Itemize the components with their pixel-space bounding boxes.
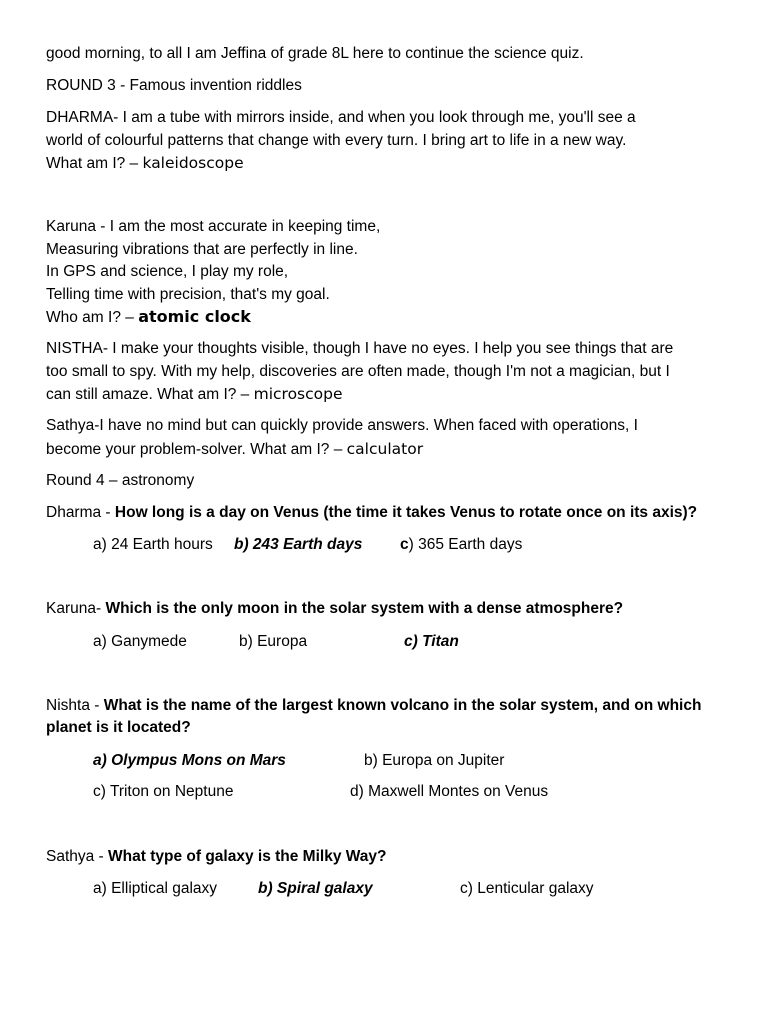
q3-option-d: d) Maxwell Montes on Venus [350, 783, 549, 800]
nistha-question-prefix: can still amaze. What am I? – [46, 386, 254, 403]
q4-line [46, 846, 387, 868]
q1-line [46, 502, 697, 524]
q1-option-c-text: ) 365 Earth days [408, 536, 523, 553]
karuna-riddle-line1: Karuna - I am the most accurate in keeping time, [46, 218, 381, 235]
sathya-answer: calculator [346, 440, 424, 458]
nistha-riddle-line3 [46, 383, 343, 406]
karuna-riddle-line3: In GPS and science, I play my role, [46, 263, 289, 280]
q1-option-c [400, 534, 522, 556]
q3-option-a: a) Olympus Mons on Mars [93, 752, 286, 769]
karuna-riddle-line5 [46, 306, 251, 329]
round4-heading: Round 4 – astronomy [46, 472, 195, 489]
nistha-answer: microscope [253, 385, 343, 403]
q2-option-a: a) Ganymede [93, 633, 187, 650]
q2-question: Which is the only moon in the solar system with a dense atmosphere? [105, 600, 624, 617]
q2-line [46, 598, 623, 620]
q4-option-a: a) Elliptical galaxy [93, 880, 218, 897]
sathya-question-prefix: become your problem-solver. What am I? – [46, 441, 347, 458]
q1-option-a: a) 24 Earth hours [93, 536, 213, 553]
q4-option-c: c) Lenticular galaxy [460, 880, 594, 897]
q3-option-c: c) Triton on Neptune [93, 783, 234, 800]
q4-option-b: b) Spiral galaxy [258, 880, 373, 897]
q2-option-c: c) Titan [404, 633, 459, 650]
round3-heading: ROUND 3 - Famous invention riddles [46, 77, 302, 94]
karuna-riddle-line4: Telling time with precision, that's my goal. [46, 286, 330, 303]
q1-question: How long is a day on Venus (the time it takes Venus to rotate once on its axis)? [114, 504, 698, 521]
dharma-riddle-line3 [46, 152, 244, 175]
q1-option-b: b) 243 Earth days [234, 536, 363, 553]
q2-option-b: b) Europa [239, 633, 308, 650]
sathya-riddle-line1: Sathya-I have no mind but can quickly provide answers. When faced with operations, I [46, 417, 638, 434]
intro-text: good morning, to all I am Jeffina of grade 8L here to continue the science quiz. [46, 45, 584, 62]
dharma-question-prefix: What am I? – [46, 155, 143, 172]
karuna-answer: atomic clock [138, 307, 251, 326]
q3-question-part2: planet is it located? [46, 719, 191, 736]
nistha-riddle-line2: too small to spy. With my help, discoveries are often made, though I'm not a magician, but I [46, 363, 670, 380]
q1-option-c-letter: c [400, 536, 409, 553]
dharma-answer: kaleidoscope [142, 154, 244, 172]
karuna-riddle-line2: Measuring vibrations that are perfectly in line. [46, 241, 358, 258]
q1-speaker: Dharma - [46, 504, 115, 521]
q4-question: What type of galaxy is the Milky Way? [108, 848, 387, 865]
q3-speaker: Nishta - [46, 697, 104, 714]
dharma-riddle-line2: world of colourful patterns that change with every turn. I bring art to life in a new way. [46, 132, 627, 149]
q3-line1 [46, 695, 701, 717]
q3-question-part1: What is the name of the largest known volcano in the solar system, and on which [103, 697, 702, 714]
dharma-riddle-line1: DHARMA- I am a tube with mirrors inside, and when you look through me, you'll see a [46, 109, 636, 126]
q2-speaker: Karuna- [46, 600, 106, 617]
nistha-riddle-line1: NISTHA- I make your thoughts visible, though I have no eyes. I help you see things that are [46, 340, 674, 357]
sathya-riddle-line2 [46, 438, 423, 461]
q3-option-b: b) Europa on Jupiter [364, 752, 505, 769]
karuna-question-prefix: Who am I? – [46, 309, 139, 326]
q4-speaker: Sathya - [46, 848, 109, 865]
